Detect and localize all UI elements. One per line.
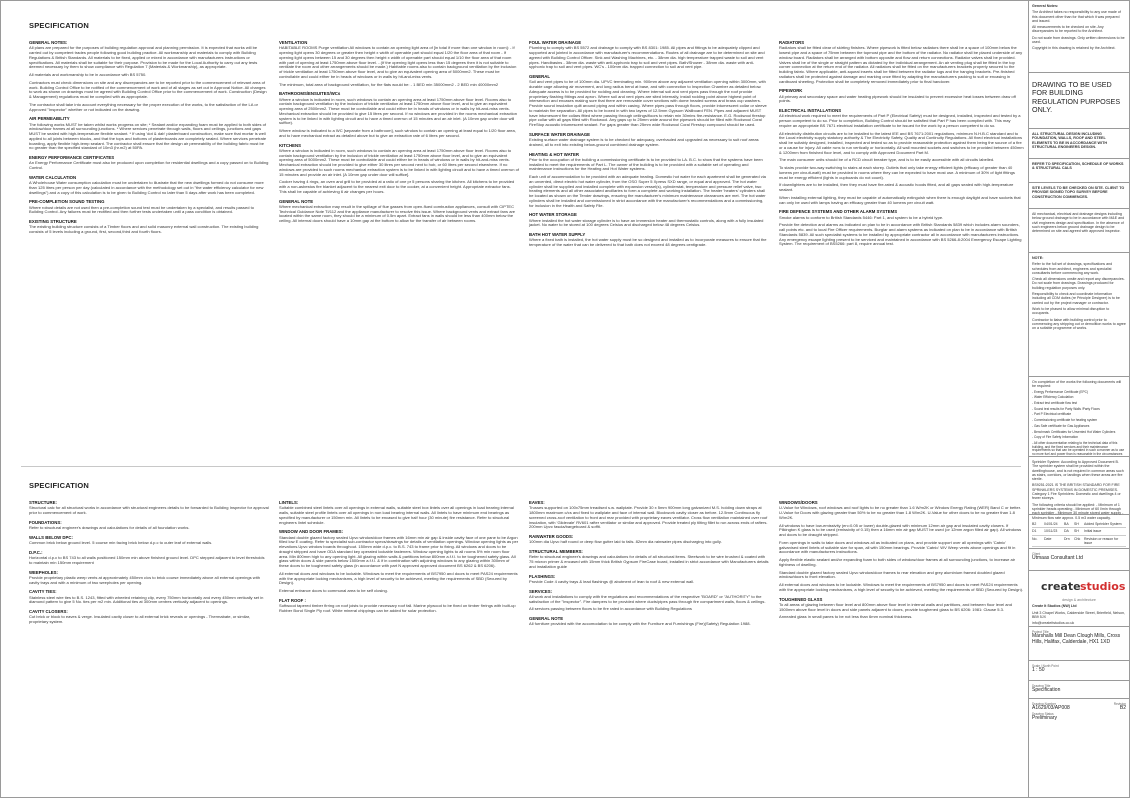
spec-paragraph: All external doors and windows to be lockable. Windows to meet the requirements of BS7950 and doors to meet PAS24 requirements with the appropriate locking mechanisms, a high level of security to be achieved, meeting the requirements of SBD (Secured by Design).: [779, 582, 1024, 592]
spec-heading: VENTILATION: [279, 40, 308, 45]
spec-paragraph: Where mechanical extraction may result in the spillage of flue gasses from open-flued combustion appliances, consult with CIPTEC Technical Guidance Note TI/112 and the appliance manufacturer to resolve this issue. Where background vents and extract fans are located within the same room, they should be a minimum of 0.5m apart. Extract fans in walls should be less than 400mm below the ceiling. All internal doors should have a 10mm gap at the bottom to allow for the transfer of air between rooms.: [279, 203, 516, 223]
spec-heading: FOUL WATER DRAINAGE: [529, 40, 582, 45]
completion-heading: On completion of the works the following documents will be required:: [1032, 380, 1122, 389]
notes-heading: NOTE:: [1032, 256, 1044, 260]
spec-heading: WINDOWS/DOORS: [779, 500, 818, 505]
spec-paragraph: Smoke alarms to conform to British Standards 5446: Part 1, and system to be a hybrid type.: [779, 214, 944, 220]
note-item: Responsibility to check and coordinate information including all CDM duties (re Principle Designer) is to be carried out by the project manager or contractor.: [1032, 292, 1120, 305]
spec-paragraph: Cooker having 4 rings, an oven and grill to be provided at a ratio of one pr 5 persons sharing the kitchen. All kitchens to be provided with a non-asbestos fire blanket adjacent to the nearest exit door to the cooker, at a convenient height. Appropriate extractor fans. This shall be capable of achieving 6 air changes per hours.: [279, 179, 515, 194]
drawing-number: A1629/03/AP008: [1032, 705, 1070, 712]
spec-heading: WINDOW AND DOOR FRAMES:: [279, 529, 344, 535]
note-item: Refer to the full set of drawings, specifications and schedules from architect, engineers and specialist consultants before commencing any work.: [1032, 262, 1113, 275]
spec-paragraph: Common brick below ground level. 5 course min facing brick below d.p.c to outer leaf of external walls.: [29, 540, 213, 545]
spec-paragraph: Provide Code 4 cavity trays & lead flashings @ abutment of lean to roof & new external wall.: [529, 578, 695, 584]
revision-label: Revision: [1113, 702, 1126, 706]
spec-heading: GENERAL NOTE: [279, 198, 314, 204]
drawing-title-label: Drawing Title: [1032, 684, 1051, 688]
revision-cell-rev: D1: [1032, 529, 1037, 534]
completion-list: [1032, 391, 1126, 457]
spec-heading: GENERAL NOTE: [529, 616, 564, 621]
spec-paragraph: An Energy Performance Certificate must also be produced upon completion for residential dwellings and a copy passed on to Building Control.: [29, 160, 269, 170]
spec-paragraph: Annealed glass in small panes to be not less than 6mm nominal thickness.: [779, 614, 913, 620]
spec-heading: EXISTING STRUCTURE: [29, 219, 77, 224]
note-item: The Architect takes no responsibility to any use made of this document other than for that which it was prepared and issued.: [1032, 10, 1121, 23]
note-item: - Benchmark Certificates for Unvented Hot Water Cylinders: [1032, 429, 1116, 434]
note-item: Check all dimensions onsite and report any discrepancies. Do not scale from drawings. Drawings produced for building regulation purposes only.: [1032, 277, 1125, 290]
company-name: Create It Studios (NW) Ltd: [1032, 604, 1077, 609]
spec-paragraph: Where a fixed bath is installed, the hot water supply must be so designed and installed as to incorporate measures to ensure that the temperature of the water that can be delivered to that bath does not exceed 48 degrees centigrade.: [529, 237, 767, 247]
spec-heading: LINTELS:: [279, 500, 299, 505]
spec-paragraph: To all areas of glazing between floor level and 800mm above floor level in internal walls and partitions, and between floor level and 1500mm above floor level in doors and side panels adjacent to doors, provide toughened glass to BS 6206: 1981: Clause 5.3.: [779, 601, 1013, 612]
note-item: - Gas Safe certificate for Gas Appliances: [1032, 423, 1090, 428]
spec-paragraph: Prior to the occupation of the building a commissioning certificate is to be provided to LA. B.C. to show that the systems have been installed to meet the requirements of Part L. The owner of the building is to be provided with a suitable set of operating and maintenance instructions for the Heating and Hot Water systems.: [529, 156, 763, 172]
spec-heading: HOT WATER STORAGE: [529, 212, 577, 218]
spec-heading: WEEPHOLES:: [29, 569, 58, 575]
specification-area: [21, 11, 1026, 795]
spec-ref-note: REFER TO SPECIFICATION, SCHEDULE OF WORKS & STRUCTURAL CALS: [1032, 162, 1124, 171]
general-notes-heading: General Notes:: [1032, 4, 1059, 8]
revisions-box: [1029, 515, 1129, 549]
project-box: [1029, 627, 1129, 661]
spec-paragraph: If downlighters are to be installed, then they must have fire-rated & acoustic hoods fitted, and all gaps sealed with high-temperature sealant.: [779, 182, 1014, 192]
spec-paragraph: Plumbing to comply with BS 5572 and drainage to comply with BS 8301: 1985. All pipes and fittings to be adequately clipped and supported and jointed in accordance with manufacturer's recommendations. Routes of all drainage are to be determined on site and agreed with Building Control Officer. Sink and Washing Machines, etc. - 38mm dia. high temperature trapped waste to soil and vent pipes. Handbasins - 38mm dia. waste with anti-syphonic trap to soil and vent pipes. Bath/Shower - 38mm dia. waste with anti-syphonic trap to soil and vent pipes. WC's - 100mm dia. trapped connection to soil and vent pipe.: [529, 45, 765, 70]
spec-heading: SERVICES:: [529, 588, 553, 594]
spec-paragraph: The main consumer units should be of a RCD circuit breaker type, and is to be easily accessible with all circuits labelled.: [779, 157, 995, 163]
revision-cell-ck: Chk: [1074, 536, 1081, 541]
note-item: - Commissioning certificate for heating system: [1032, 418, 1098, 423]
revision-cell-date: 10/11/23: [1044, 529, 1058, 534]
building-regs-note: DRAWING TO BE USED FOR BUILDING REGULATION PURPOSES ONLY.: [1032, 80, 1121, 114]
spec-paragraph: All external doors and windows to be lockable. Windows to meet the requirements of BS7950 and doors to meet PAS24 requirements with the appropriate locking mechanisms, a high level of security to be achieved, meeting the requirements of SBD (Secured by Design).: [279, 570, 518, 586]
spec-paragraph: Stainless steel wire ties to B.S. 1243, fitted with wheeled retaining clip, every 750mm horizontally and every 450mm vertically set in diamond pattern to give 5 No. ties per m2 min. Additional ties at 300mm centres vertically adjacent to openings.: [29, 594, 264, 605]
spec-paragraph: Standard double glazed factory sealed Upvc window/door frames with 16mm min air gap & inside cavity face of one pane to be Argon filled low E coating. Refer to specialist sub-contractor specs/drawings for details of ventilation openings. Window opening lights as per elevations.Upvc window boards throughout. 150mm wide d.p.c. to B.S. 743 to frame prior to fixing. All windows and doors to be draught stripped and have ODA standard key operated lockable fasteners. Window opening lights to all rooms 5% min room floor area. Min 800mm high to any opening light. All glazing within walls & partitions below 800mm a.f.f.l. to be toughened safety glass. All glass within doors & side panels below 1500mm a.f.f.l. & if in combination with adjoining windows to any glazing within 300mm of these doors to be toughened safety glass (in accordance with part N approved approved document BS 6262 & BS 6206).: [279, 534, 519, 568]
site-levels-note: SITE LEVELS TO BE CHECKED ON SITE. CLIENT TO PROVIDE SIGNED TOPO SURVEY BEFORE CONSTRUCTION COMMENCES.: [1032, 186, 1125, 199]
revision-row: [1032, 521, 1126, 528]
section-title-top: SPECIFICATION: [29, 21, 89, 30]
revisions-table: [1032, 521, 1126, 547]
spec-heading: PIPEWORK: [779, 88, 803, 94]
spec-paragraph: Trusses supported on 100x75mm treadised s.w. wallplate. Provide 30 x 5mm 900mm long galvanized M.S. holding down straps at 1800mm maximum c/cs and fixed to wallplate and face of internal wall. Blockwork cavity closer as before. 12.5mm Continuous fly screened cross-roof ventilation to front and rear provided with proprietary eaves ventilator. Cross flow ventilation maintained over roof insulation, with 'Glidevale' RV601 rafter ventilator or similar and approved. Provide treated ply tilting fillet to run across ends of rafters. 200mm Upvc fascia/bargeboard & soffit.: [529, 505, 768, 530]
spec-paragraph: All work and installations to comply with the regulations and recommendations of the respective "BOARD" or "AUTHORITY" to the satisfaction of the "Inspector". Fire dampers to be provided where ducts/pipes pass through fire compartment walls, floors & ceilings.: [529, 593, 766, 604]
spec-paragraph: Cut brick or block to eaves & verge. Insulated cavity closer to all external brick reveals or openings - Thermabate, or similar, proprietary system.: [29, 614, 251, 624]
spec-paragraph: Radiators shall be fitted clear of skirting finishes. Where pipework is fitted below radiators there shall be a space of 100mm below the lowest pipe and a space of 75mm between the topmost pipe and the bottom of the radiator. No radiator shall be placed underside of any window board. Radiators shall be arranged with bottom opposite and flow and return connections. Radiator valves shall be provided. Valves shall be of the single or straight pattern as dictated by the individual arrangement. An air venting plug shall be fitted in the top corner connection at the return end of the radiator. All radiators shall be fitted on the manufacturers brackets properly secured to the building fabric. Where applicable, anti-squeal inserts shall be fitted between the radiator lugs and the hanging brackets. Pre-finished radiators shall be protected against damage and marking once fitted by adapting the manufacturers packing to suit or encasing in cardboard sheeting. Protection shall be completely removed immediately prior to final handover.: [779, 45, 1023, 84]
note-item: Copyright in this drawing is retained by the Architect.: [1032, 46, 1116, 51]
revision-cell-rev: No.: [1032, 536, 1038, 541]
title-block: [1028, 1, 1129, 797]
spec-paragraph: All plans are prepared for the purposes of building regulation approval and planning permission. It is expected that works will be carried out by competent trades people following good building practice. All workmanship and materials to comply with Building Regulations & British Standards. All materials to be fixed, applied or mixed in accordance with manufacturers instructions or specifications. All materials shall be suitable for their purpose. Provision to be made for the Local Authority to carry out any tests deemed necessary by them to show compliance with Regulation 7 (Materials & Workmanship), as appropriate.: [29, 45, 258, 70]
spec-column: [279, 41, 519, 227]
revision-cell-ck: SH: [1074, 529, 1079, 534]
spec-heading: KITCHENS: [279, 142, 301, 148]
spec-paragraph: Horizontal d.p.c to BS 743 to all walls positioned 150mm min above finished ground level. DPC stepped adjacent to level thresholds to maintain min 150mm requirement: [29, 555, 265, 565]
structural-note: ALL STRUCTURAL DESIGN INCLUDING FOUNDATION, WALLS, ROOF AND STEEL ELEMENTS TO BE IN ACCORDANCE WITH STRUCTURAL ENGINEERS DESIGN.: [1032, 132, 1107, 149]
scale-value: 1 : 50: [1032, 667, 1045, 674]
spec-paragraph: When installing external lighting, they must be capable of automatically extinguish when there is enough daylight and have sockets that can only be used with lamps having an efficacy greater than 40 lumens per circuit watt.: [779, 194, 1021, 205]
logo-accent-text: studios: [1080, 580, 1126, 593]
company-address: Unit 3 Chapel Works, Calderside Street, Brierfield, Nelson, BB9 5JX: [1032, 610, 1126, 619]
spec-heading: FOUNDATIONS:: [29, 519, 62, 525]
drawing-number-box: [1029, 699, 1129, 727]
sprinkler-para-3: The following criteria should be applied: - Minimum of 1 sprinkler heads operating - Minimum of 60 l/min through each sprinkler - Minimum 30 minute stored water supply - Minimum flow rate approx. 0.5 m3 water capacity.: [1032, 502, 1124, 520]
spec-heading: EAVES:: [529, 500, 545, 505]
spec-heading: STRUCTURAL MEMBERS:: [529, 549, 583, 554]
spec-heading: CAVITY TIES:: [29, 589, 57, 595]
revision-row: [1032, 528, 1126, 535]
client-label: Client: [1032, 552, 1041, 556]
project-title: Marshalls Mill Dean Clough Mills, Cross Hills, Halifax, Calderdale, HX1 1XD: [1032, 633, 1121, 646]
spec-heading: GENERAL NOTES:: [29, 40, 68, 45]
spec-column: [29, 501, 269, 628]
revision-cell-desc: Revision or reason for issue: [1084, 536, 1119, 545]
spec-paragraph: Where robust details are not used then a pre-completion sound test must be undertaken by a specialist, and results passed to Building Control. Any failures must be rectified and then further tests undertaken until a pass condition is obtained.: [29, 204, 254, 215]
spec-paragraph: Where installed the hot water storage cylinder is to have an immersion heater and thermostatic controls, along with a fully insulated jacket. No water to be stored at 100 degrees Celsius and discharged below 48 degrees Celsius.: [529, 217, 764, 228]
spec-paragraph: All electricity distribution circuits are to be installed to the latest IEE and BS 7671:2001 regulations, minimum N.H.B.C standard and to the Local electricity supply statutory authority & The Electricity Safety, Quality and Continuity Regulations. All fixed electrical installations shall be suitably designed, installed, inspected and tested so as to provide reasonable protection against them being the source of a fire or a cause for injury. All cable runs to run vertically or horizontally. All wall mounted sockets and switches to be provided between 450mm & 1200mm from finished floor level, and to comply with Approved Document Part M.: [779, 130, 1024, 155]
spec-paragraph: Softwood tapered timber firring on roof joists to provide necessary roof fall. Marine plywood to be fixed on timber firrings with built-up Rubber Bond Single Ply roof. White mineral chippings can be added for solar protection.: [279, 603, 516, 613]
drawing-title-box: [1029, 681, 1129, 699]
general-notes-list: [1032, 10, 1126, 50]
spec-paragraph: External entrance doors to communal area to be self closing.: [279, 588, 388, 593]
revision-cell-desc: Initial issue: [1084, 529, 1102, 534]
spec-heading: GENERAL: [529, 74, 551, 79]
create-studios-logo-icon: [1040, 578, 1126, 594]
spec-paragraph: Soil and vent pipes to be of 100mm dia. UPVC terminating min. 900mm above any adjacent ventilation opening within 3000mm, with durable cage allowing air movement, and long radius bend at base, and with connection to Inspection Chamber as detailed below. Adequate access is to be provided for rodding and cleaning. Where internal soil and vent pipes pass through the roof provide proprietary flashing fittings and apron. Where soil and vent pipes are sited internally, install rodding point above highest point of intersection and encases making sure that there are removable cover sections with dome headed screws and brass cup washers. Provide sound insulation quilt around piping and within casing. Where pipes pass through floors, provide intumescent collar or sleeve to maintain fire separation. All pipes to be boxed in with two layers of 12.5mm Gypsum Wallboard FEN. Pipes and adjacent MUST have intumescent fire collars fitted where passing through ceilings/floors to retain min 30mins fire-resistance. E.G. Rockwool firestop pipe collar with all gaps filled with Rockwool. Any gaps up to 25mm wide around the pipework should be filled with Rockwool Coral FireStop acoustic intumescent sealant. For gaps greater than 25mm wide Rockwool Coral Firestop compound should be used.: [529, 79, 767, 127]
spec-heading: STRUCTURE:: [29, 500, 57, 505]
spec-paragraph: Structural calc for all structural works in accordance with structural engineers details to be forwarded to Building Inspector for approval prior to commencement of work.: [29, 505, 269, 515]
spec-paragraph: All materials and workmanship to be in accordance with BS 5750.: [29, 72, 147, 77]
scale-label: Scale / North Point: [1032, 664, 1059, 668]
company-email: info@createitstudios.co.uk: [1032, 621, 1075, 626]
project-label: Project Title: [1032, 630, 1049, 634]
spec-paragraph: All services passing between floors to be fire rated in accordance with Building Regulations: [529, 606, 692, 612]
spec-column: [779, 501, 1024, 623]
note-item: Work to be phased to allow minimal disruption to occupants.: [1032, 306, 1110, 316]
spec-paragraph: Refer to structural engineer's drawings and calculations for details of all foundation works.: [29, 525, 190, 530]
mechanical-note: All mechanical, electrical and drainage designs including below ground drainage to be in accordance with M&E and civil engineers design and specification. In the absence of such engineers below ground drainage design to be determined on site and agreed with approved inspector.: [1032, 212, 1125, 234]
sprinkler-box: [1029, 457, 1129, 520]
spec-column: [279, 501, 519, 617]
drawing-title: Specification: [1032, 687, 1061, 694]
note-item: Do not scale from drawings. Only written dimensions to be used.: [1032, 35, 1125, 45]
spec-paragraph: All windows to have low-emissivity (en=0.05 or lower) double-glazed with minimum 12mm air gap and insulated cavity closers. If Pilkington K glass is to be used (emissivity of 0.15) then a 16mm min air gap MUST be used (or 12mm argon filled air gap). All windows and doors to be draught stripped.: [779, 522, 1022, 537]
note-item: All measurements to be checked on site. Any discrepancies to be reported to the Architect.: [1032, 25, 1104, 34]
logo-tagline: design & architecture: [1062, 598, 1096, 602]
spec-heading: PRE-COMPLETION SOUND TESTING: [29, 199, 105, 205]
spec-paragraph: Where a window is indicated in room, such windows to contain an opening area at least 1750mm above floor level. Rooms also to contain background ventilation by the inclusion of trickle ventilation at least 1750mm above floor level, and to give an equivalent opening area of 2500mm2. These must be controllable and could either be in heads of windows or in walls by hit-and-miss vents. Mechanical extraction should be provided to give 15 litres per second. If no windows are provided in the rooms mechanical extraction system is to be linked in with lighting circuit and to have a timed overrun of 15 minutes and an air inlet. (A 10mm gap under door will suffice).: [279, 96, 517, 126]
client-name: Utmaas Consultant Ltd: [1032, 555, 1083, 562]
spec-paragraph: HABITABLE ROOMS Purge ventilation All windows to contain an opening light area of [in total if more than one window in room]: - If opening light opens 30 degrees or greater then height x width of openable part should equal 1/20 the floor area of that room - If opening light opens between 15 and 30 degrees then height x width of openable part should equal 1/10 the floor area of that room with part of opening at least 1750mm above floor level. - (If the opening light opens less than 15 degrees then it is not suitable to ventilate the room and other arrangements should be made.) Habitable rooms also to contain background ventilation by the inclusion of trickle ventilation at least 1750mm above floor level, and to give an equivalent opening area of 5000mm2. These must be controllable and could either be in heads of windows or in walls by hit-and-miss vents.: [279, 45, 517, 79]
spec-paragraph: U-Value for Windows, roof windows and roof lights to be no greater than 1.6 W/m2K or Window Energy Rating (WER) Band C or better. U-Value for Doors with glazing greater than 50% to be no greater than 1.8 W/m2K. U-Value for other doors to be no greater than 1.8 W/m2K.: [779, 505, 1021, 520]
logo-main-text: create: [1041, 580, 1081, 593]
revision-cell-by: BA: [1064, 522, 1069, 526]
spec-paragraph: Suitable combined steel lintels over all openings in external walls, suitable steel box lintels over all openings in load bearing internal walls, suitable steel profile lintels over all openings in non load bearing internal walls. All lintels to have minimum end bearings as specified by manufacturer or 150mm min. All lintels to be encased to give half hour (30 minute) fire resistance. Refer to structural engineers lintel schedule.: [279, 505, 514, 525]
mechanical-note-box: [1029, 209, 1129, 253]
spec-paragraph: Each unit of accommodation to be provided with an adequate heating. Domestic hot water for each apartment shall be generated via an unvented, direct electric hot water cylinder, from the OSO Super 5 Xpress SXD range, or equal and approved. The hot water cylinder shall be supplied and installed complete with expansion vessel(s), cylinderstat, temperature and pressure relief valve, two heating elements and all other associated ancillaries to form a complete and working installation. The heater 'heaters' cylinders shall be located as shown on the Tender drawings, ensuring the manufacturer's minimum maintenance clearances are met. The hot water cylinders shall be installed and commissioned in strict accordance with the manufacturer's recommendations and a commissioning, for inclusion in the Health and Safety File.: [529, 174, 766, 208]
spec-paragraph: Standard double glazed factory sealed Upvc window/door frames to rear elevation and grey aluminium framed doubled glazed window/doors to front elevation.: [779, 569, 1005, 580]
revision-cell-date: Date: [1044, 536, 1052, 541]
spec-heading: BATHROOMS/ENSUITES/WCs: [279, 91, 341, 97]
revision-cell-date: 04/01/24: [1044, 522, 1058, 526]
spec-heading: WALLS BELOW DPC:: [29, 534, 73, 540]
spec-paragraph: Form openings in walls to take doors and windows all as indicated on plans, and provide support over all openings with 'Catnic' galvanised steel lintels of suitable size for span, all with 150mm bearings. Provide 'Catnic' WV Weep vents above openings and fit in accordance with manufacturers instructions.: [779, 539, 1016, 555]
note-item: - Extract test certificate flow test: [1032, 401, 1077, 405]
spec-paragraph: Contractors must check dimensions on site and any discrepancies are to be reported prior to the commencement of relevant area of work. Building Control Office to be notified of the commencement of work and of all stages as set out in Approval Notice. All changes to work as shown on drawings must be agreed with Building Control Office prior to the commencement of work. Construction (Design & Management) regulations must be complied with as appropriate.: [29, 79, 267, 99]
company-logo: [1032, 574, 1126, 598]
drawing-status: Preliminary: [1032, 715, 1058, 722]
revision-cell-desc: Added Sprinkler System: [1084, 522, 1122, 526]
company-box: [1029, 571, 1129, 627]
spec-paragraph: To stairs provide two-way switching to stairs at each storey. Outlets that only take energy efficient lights (efficacy of greater than 40 lumens per circuit-watt) must be provided in rooms where they can be expected to have most use. A minimum of 30% of light fittings must be energy efficient (lights in cupboards do not count).: [779, 165, 1015, 180]
revision-value: B2: [1119, 705, 1126, 712]
spec-column: [529, 41, 769, 251]
spec-heading: TOUGHENED GLASS: [779, 596, 823, 602]
notes-box: [1029, 253, 1129, 377]
spec-paragraph: Where window is indicated to a WC [separate from a bathroom], such window to contain an opening at least equal to 1/20 floor area, and to have mechanical extract as detailed above but to give an extraction rate of 6 litres per second.: [279, 128, 516, 138]
spec-paragraph: All furniture provided with the accomodation to be comply with the Furniture and Furnishings (Fire)(Safety) Regulation 1988.: [529, 621, 751, 627]
spec-paragraph: The contractor shall take into account everything necessary for the proper execution of the works, to the satisfaction of the LA or Approved "Inspector" whether or not indicated on the drawing.: [29, 101, 258, 112]
spec-heading: HEATING & HOT WATER: [529, 151, 579, 157]
spec-column: [29, 41, 269, 238]
notes-list: [1032, 262, 1126, 330]
section-title-bottom: SPECIFICATION: [29, 481, 89, 490]
drawing-number-label: Drawing Number: [1032, 702, 1056, 706]
spec-paragraph: Provide fire detection and alarms as indicated on plan to be in accordance with British Standards 5839 which includes alarm sounders, call points etc. and to local Fire Officer requirements. Burglar and alarm systems as indicated on plan to be in accordance with British Standards 5839. All such specialist systems to be installed by appropriate contractor all in accordance with manufacturers instructions. Any emergency escape lighting present to be serviced and maintained in accordance with BS 5266-8:2004 Emergency Escape Lighting System. The requirement of BS5266: part 8, require annual test.: [779, 222, 1022, 247]
note-item: - Copy of Fire Safety Information: [1032, 435, 1079, 440]
spec-paragraph: All electrical work required to meet the requirements of Part P (Electrical Safety) must be designed, installed, inspected and tested by a person competent to do so. Prior to completion, Building Control should be satisfied that Part P has been complied with. This may require an appropriate BS 7671 electrical installation certificate to be issued for the work by a person competent to do so.: [779, 113, 1021, 128]
spec-paragraph: The minimum, total area of background ventilation, for the flats would be: - 1 BED min 35000mm2 - 2 BED min 40000mm2: [279, 81, 499, 87]
spec-heading: FLAT ROOF :: [279, 597, 306, 603]
spec-paragraph: Apply flexible elastic sealant and/or expanding foam to both sides of window/door frames at all surrounding junctions, to increase air tightness of dwelling.: [779, 557, 1015, 567]
spec-paragraph: A Wholehouse Water consumption calculation must be undertaken to illustrate that the new dwellings formed do not consume more than 125 litres per person per day (calculated in accordance with the methodology set out in "the water efficiency calculator for new dwellings") and a copy of this calculation is to be given to Building Control no later than 5 days after work has been completed.: [29, 180, 264, 195]
note-item: - All other documentation relating to the technical data of this building, and the fixed services and their maintenance requirements so that can be operated in such a manner as to use no more fuel and power than is reasonable in the circumstances: [1032, 440, 1125, 457]
spec-heading: FIRE DEFENCE SYSTEMS AND OTHER ALARM SYSTEMS: [779, 209, 898, 215]
spec-heading: ELECTRICAL INSTALLATIONS: [779, 108, 842, 113]
spec-column: [529, 501, 769, 630]
spec-heading: WATER CALCULATION: [29, 174, 77, 180]
spec-paragraph: The following works MUST be taken whilst works progress on site; * Sealant and/or expanding foam must be applied to both sides of window/door frames at all surrounding junctions. * Where services penetrate through walls, floors and ceilings, junctions and gaps MUST be sealed with high-temperature flexible sealant. * If using 'dot & dab' plasterboard construction, make sure that mortar is well applied to all joints between blocks, and that the tops and bottoms of plasterboards are completely sealed. Where services penetrate boarding, apply flexible high-temp sealant. The contractor shall ensure that the design air permeability of the building fabric must be no greater than the specified standard of 10m3 (hr.m2) at 50PA.: [29, 121, 267, 151]
spec-heading: FLASHINGS:: [529, 573, 556, 579]
spec-paragraph: Existing surface water drainage system is to be checked for adequacy, overhauled and upgraded as necessary to suit roof areas drained, all to exit into existing below-ground combined drainage system.: [529, 137, 759, 147]
note-item: - Energy Performance Certificate (EPC): [1032, 389, 1088, 394]
scale-box: [1029, 661, 1129, 681]
spec-paragraph: 100mm dia Upvc half round or deep flow gutter laid to falls. 82mm dia rainwater pipes discharging into gully.: [529, 539, 722, 545]
revision-cell-by: Drn: [1064, 536, 1070, 541]
spec-heading: BATH HOT WATER SUPPLY: [529, 232, 586, 237]
section-divider: [21, 466, 1021, 467]
general-notes-box: [1029, 1, 1129, 73]
spec-heading: D.P.C.:: [29, 549, 43, 555]
client-box: [1029, 549, 1129, 571]
spec-paragraph: Where a window is indicated in room, such windows to contain an opening area at least 1750mm above floor level. Rooms also to contain background ventilation by the inclusion of trickle ventilation at least 1750mm above floor level, and to give an equivalent opening area of 5000mm2. These must be controllable and could either be in heads of windows or in walls by hit-and-miss vents. Mechanical extraction should be provided to give either 30 litres per second next to hob, or 60 litres per second elsewhere. If no windows are provided to such rooms mechanical extraction system is to be linked in with lighting circuit and to have a timed overrun of 15 minutes and provide an air inlet. [A 10mm gap under door will suffice].: [279, 147, 520, 177]
spec-heading: SURFACE WATER DRAINAGE: [529, 131, 591, 137]
note-item: Contractor to liaise with building control prior to commencing any stripping out or demolition works to agree on a suitable programme of works.: [1032, 317, 1126, 331]
sprinkler-para-2: BS9251:2021 IS THE BRITISH STANDARD FOR FIRE SPRINKLERS SYSTEMS IN DOMESTIC PREMISES. Category 1 Fire Sprinklers: Domestic and dwellings 4 or fewer storeys.: [1032, 483, 1121, 501]
note-item: - Sound test results for Party Walls /Party Floors: [1032, 406, 1100, 411]
building-regs-box: [1029, 73, 1129, 129]
spec-heading: CAVITY CLOSERS:: [29, 609, 68, 614]
spec-heading: AIR PERMEABILITY: [29, 116, 70, 122]
spec-paragraph: The existing building structure consists of a Timber floors and and solid masonry external wall construction. The existing building consists of 5 levels including a ground, first, second,third and fourth floors.: [29, 224, 259, 234]
revision-cell-by: DA: [1064, 529, 1069, 534]
spec-heading: RADIATORS: [779, 40, 805, 45]
spec-paragraph: Refer to structural engineer's drawings and calculations for details of all structural items. Steelwork to be wire brushed & coated with 75 micron primer & encased with 15mm thick British Gypsum FireCase board, installed in strict accordance with Manufacturers details and installation guide: [529, 554, 769, 569]
spec-heading: ENERGY PERFORMANCE CERTIFICATES: [29, 155, 115, 160]
structural-note-box: [1029, 129, 1129, 159]
drawing-status-label: Drawing Status: [1032, 712, 1054, 717]
spec-column: [779, 41, 1024, 250]
spec-paragraph: All primary and secondary space and water heating pipework should be insulated to prevent excessive heat losses between draw off points.: [779, 93, 1016, 104]
site-levels-box: [1029, 183, 1129, 209]
revision-cell-rev: B2: [1032, 522, 1037, 526]
spec-paragraph: Provide proprietary plastic weep vents at approximately 450mm c/cs to brick course immediately above all external openings with cavity trays and with a minimum of two weepholes per opening.: [29, 574, 261, 585]
revision-row: [1032, 536, 1126, 548]
sprinkler-para-1: Sprinkler System: According to Approved Document B. The sprinkler system shall be provided within the dwellinghouse, and is not required in common areas such as stairs, corridors, or landings when these areas are fire sterile.: [1032, 460, 1124, 482]
note-item: - Part P Electrical certificate: [1032, 412, 1072, 417]
spec-ref-box: [1029, 159, 1129, 183]
completion-box: [1029, 377, 1129, 457]
revision-cell-ck: SH: [1074, 522, 1079, 526]
spec-heading: RAINWATER GOODS:: [529, 534, 574, 539]
note-item: - Water Efficiency Calculation: [1032, 395, 1074, 400]
